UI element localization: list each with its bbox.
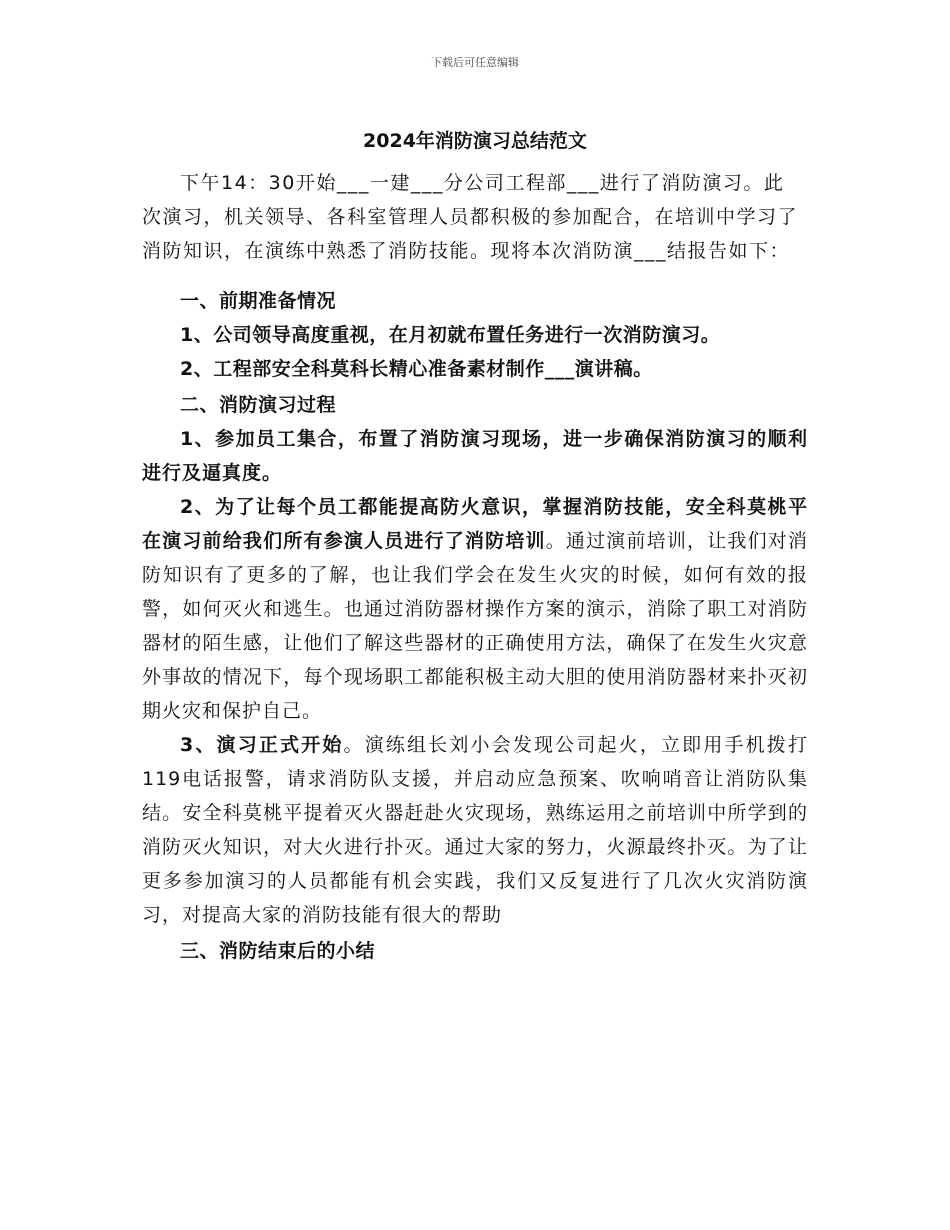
section2-item-2-text: 。通过演前培训，让我们对消防知识有了更多的了解，也让我们学会在发生火灾的时候，如何有效的报警，如何灭火和逃生。也通过消防器材操作方案的演示，消除了职工对消防器材的陌生感，让他们了解这些器材的正确使用方法，确保了在发生火灾意外事故的情况下，每个现场职工都能积极主动大胆的使用消防器材来扑灭初期火灾和保护自己。	[142, 530, 808, 722]
section-heading-1: 一、前期准备情况	[180, 290, 337, 312]
section-heading-2: 二、消防演习过程	[180, 394, 337, 416]
section2-item-2-lead: 2、为了让每个员工都能提高防火意识，掌握消防技能，安全科莫桃平在演习前给我们所有参演人员进行了消防培训	[142, 496, 808, 552]
section-heading-3: 三、消防结束后的小结	[180, 940, 376, 962]
document-body	[142, 166, 808, 968]
document-title: 2024年消防演习总结范文	[363, 130, 587, 152]
section2-item-3-text: 。演练组长刘小会发现公司起火，立即用手机拨打119电话报警，请求消防队支援，并启动应急预案、吹响哨音让消防队集结。安全科莫桃平提着灭火器赶赴火灾现场，熟练运用之前培训中所学到的消防灭火知识，对大火进行扑灭。通过大家的努力，火源最终扑灭。为了让更多参加演习的人员都能有机会实践，我们又反复进行了几次火灾消防演习，对提高大家的消防技能有很大的帮助	[142, 734, 808, 926]
section2-item-3	[142, 728, 808, 932]
section2-item-3-lead: 3、演习正式开始	[180, 734, 344, 756]
header-note: 下载后可任意编辑	[431, 56, 519, 69]
section2-item-1-text: 1、参加员工集合，布置了消防演习现场，进一步确保消防演习的顺利进行及逼真度。	[142, 428, 808, 484]
intro-paragraph: 下午14：30开始___一建___分公司工程部___进行了消防演习。此次演习，机关领导、各科室管理人员都积极的参加配合，在培训中学习了消防知识，在演练中熟悉了消防技能。现将本次消防演___结报告如下：	[142, 172, 799, 262]
section1-item-1: 1、公司领导高度重视，在月初就布置任务进行一次消防演习。	[180, 324, 721, 346]
section2-item-2	[142, 490, 808, 728]
section1-item-2: 2、工程部安全科莫科长精心准备素材制作___演讲稿。	[180, 358, 653, 380]
section2-item-1	[142, 422, 808, 490]
